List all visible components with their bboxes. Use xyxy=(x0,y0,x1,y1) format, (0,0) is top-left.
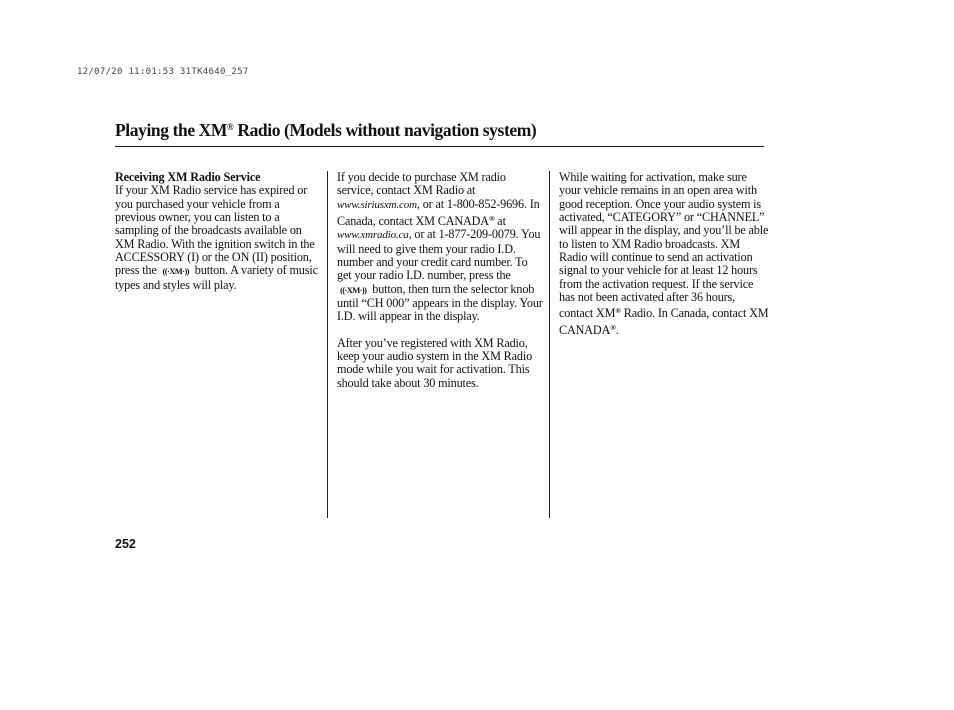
section-heading: Receiving XM Radio Service xyxy=(115,170,261,184)
title-suffix: Radio (Models without navigation system) xyxy=(233,120,537,140)
paragraph-gap xyxy=(337,324,544,337)
column-divider xyxy=(327,171,328,518)
paragraph-text: If you decide to purchase XM radio service, contact XM Radio at xyxy=(337,170,506,198)
registered-mark: ® xyxy=(610,322,616,332)
title-rule xyxy=(115,146,764,147)
paragraph-text: If your XM Radio service has expired or you purchased your vehicle from a previous owner, you can listen to a sampling of the broadcasts available on XM Radio. With the ignition switch in the ACCESSORY (I) or the ON (II) position, press the xyxy=(115,183,315,278)
title-prefix: Playing the XM xyxy=(115,120,228,140)
xmradio-url: www.xmradio.ca xyxy=(337,229,409,242)
page-title xyxy=(115,120,536,141)
registered-mark: ® xyxy=(488,214,495,224)
paragraph-text: , or at 1-800-852-9696. In Canada, contact XM CANADA xyxy=(337,196,540,229)
paragraph xyxy=(337,171,544,324)
paragraph-text: button, then turn the selector knob until “CH 000” appears in the display. Your I.D. will appear in the display. xyxy=(337,281,543,324)
siriusxm-url: www.siriusxm.com xyxy=(337,198,417,211)
column-purchase-service xyxy=(337,171,544,390)
paragraph xyxy=(559,171,771,337)
paragraph-text: button. A variety of music types and styles will play. xyxy=(115,263,318,292)
paragraph-text: , or at 1-877-209-0079. You will need to give them your radio I.D. number and your credit card number. To get your radio I.D. number, press the xyxy=(337,227,541,283)
column-receiving-service xyxy=(115,171,321,292)
paragraph-text: at xyxy=(494,214,506,229)
paragraph-text: Radio. In Canada, contact XM CANADA xyxy=(559,306,769,337)
registered-mark: ® xyxy=(227,122,234,132)
registered-mark: ® xyxy=(615,306,621,316)
paragraph xyxy=(115,184,321,292)
xm-button-icon: ((·XM·)) xyxy=(340,284,367,295)
paragraph-text: While waiting for activation, make sure your vehicle remains in an open area with good reception. Once your audio system is activated, “CATEGORY” or “CHANNEL” will appear in the display, and you’ll be able to listen to XM Radio broadcasts. XM Radio will continue to send an activation signal to your vehicle for at least 12 hours from the activation request. If the service has not been activated after 36 hours, contact XM xyxy=(559,170,769,321)
xm-button-icon: ((·XM·)) xyxy=(162,266,189,277)
paragraph: After you’ve registered with XM Radio, keep your audio system in the XM Radio mode while you wait for activation. This should take about 30 minutes. xyxy=(337,335,533,390)
column-divider xyxy=(549,171,550,518)
print-timestamp: 12/07/20 11:01:53 31TK4640_257 xyxy=(77,67,249,77)
paragraph-text: . xyxy=(615,322,619,337)
column-activation xyxy=(559,171,771,337)
page-number: 252 xyxy=(115,537,136,551)
